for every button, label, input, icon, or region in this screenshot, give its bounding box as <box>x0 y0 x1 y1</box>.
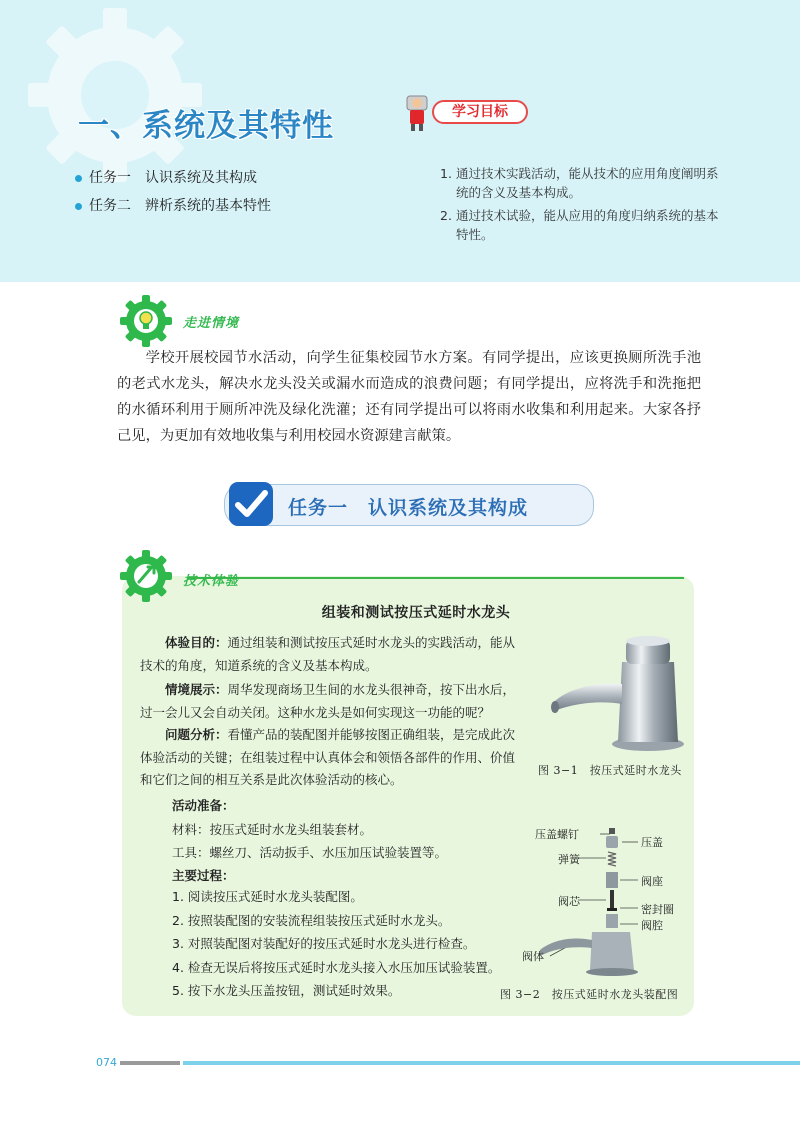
list-item <box>440 164 720 202</box>
list-item: 2. 按照装配图的安装流程组装按压式延时水龙头。 <box>172 912 451 928</box>
list-item <box>75 164 271 192</box>
bullet-icon <box>75 175 82 182</box>
process-label: 主要过程： <box>172 868 235 883</box>
part-label-valve-body: 阀体 <box>522 950 544 963</box>
faucet-photo <box>548 632 698 752</box>
learning-goals-label: 学习目标 <box>432 100 528 124</box>
process-steps <box>172 885 500 1003</box>
task-banner-title: 任务一 认识系统及其构成 <box>288 497 529 519</box>
page-number: 074 <box>96 1056 117 1069</box>
task-name: 辨析系统的基本特性 <box>145 198 271 214</box>
figure-3-2-caption: 图 3−2 按压式延时水龙头装配图 <box>500 988 679 1001</box>
purpose-label: 体验目的： <box>165 635 228 650</box>
task-label: 任务一 <box>89 170 131 186</box>
checkmark-icon <box>229 482 273 526</box>
list-item: 5. 按下水龙头压盖按钮，测试延时效果。 <box>172 983 401 998</box>
analysis-text: 看懂产品的装配图并能够按图正确组装，是完成此次体验活动的关键；在组装过程中认真体会和领悟各部件的作用、价值和它们之间的相互关系是此次体验活动的核心。 <box>140 727 516 787</box>
task-name: 认识系统及其构成 <box>145 170 257 186</box>
chapter-title: 一、系统及其特性 <box>78 108 334 144</box>
materials-text: 材料：按压式延时水龙头组装套材。 <box>172 822 373 837</box>
part-label-valve-cavity: 阀腔 <box>641 919 663 932</box>
task-banner <box>224 484 594 526</box>
list-item: 3. 对照装配图对装配好的按压式延时水龙头进行检查。 <box>172 936 476 951</box>
scene-text: 周华发现商场卫生间的水龙头很神奇，按下出水后，过一会儿又会自动关闭。这种水龙头是如何实现这一功能的呢？ <box>140 682 516 720</box>
footer-bar <box>183 1061 800 1065</box>
learning-goals-badge <box>404 92 534 132</box>
part-label-cap-screw: 压盖螺钉 <box>535 828 579 841</box>
section-label: 走进情境 <box>183 316 240 331</box>
goal-text: 通过技术试验，能从应用的角度归纳系统的基本特性。 <box>456 208 719 242</box>
chapter-task-list <box>75 164 271 220</box>
scene-paragraph <box>140 679 525 724</box>
section-label: 技术体验 <box>183 574 240 589</box>
part-label-cap: 压盖 <box>641 836 663 849</box>
gear-decoration-icon <box>20 0 210 190</box>
reader-figure-icon <box>404 92 432 132</box>
analysis-label: 问题分析： <box>165 727 228 742</box>
scene-label: 情境展示： <box>165 682 228 697</box>
goal-text: 通过技术实践活动，能从技术的应用角度阐明系统的含义及基本构成。 <box>456 166 719 200</box>
list-item <box>440 206 720 244</box>
part-label-seal-ring: 密封圈 <box>641 903 674 916</box>
purpose-text: 通过组装和测试按压式延时水龙头的实践活动，能从技术的角度，知道系统的含义及基本构成。 <box>140 635 516 673</box>
analysis-paragraph <box>140 724 525 792</box>
bullet-icon <box>75 203 82 210</box>
prep-label: 活动准备： <box>172 798 235 813</box>
learning-goals-list <box>440 164 720 248</box>
task-label: 任务二 <box>89 198 131 214</box>
list-item <box>75 192 271 220</box>
lightbulb-gear-icon <box>118 293 180 349</box>
part-label-valve-seat: 阀座 <box>641 875 663 888</box>
section-divider <box>188 577 684 579</box>
footer-bar <box>120 1061 180 1065</box>
goal-number: 1. <box>440 166 452 181</box>
part-label-spring: 弹簧 <box>558 853 580 866</box>
purpose-paragraph <box>140 632 525 677</box>
figure-3-1-caption: 图 3−1 按压式延时水龙头 <box>538 764 682 777</box>
goal-number: 2. <box>440 208 452 223</box>
list-item: 1. 阅读按压式延时水龙头装配图。 <box>172 889 363 904</box>
list-item: 4. 检查无误后将按压式延时水龙头接入水压加压试验装置。 <box>172 959 501 975</box>
tool-gear-icon <box>118 548 180 604</box>
intro-paragraph: 学校开展校园节水活动，向学生征集校园节水方案。有同学提出，应该更换厕所洗手池的老式水龙头，解决水龙头没关或漏水而造成的浪费问题；有同学提出，应将洗手和洗拖把的水循环利用于厕所冲洗及绿化洗灌；还有同学提出可以将雨水收集和利用起来。大家各抒己见，为更加有效地收集与利用校园水资源建言献策。 <box>117 350 701 444</box>
part-label-valve-core: 阀芯 <box>558 895 580 908</box>
experience-title: 组装和测试按压式延时水龙头 <box>321 605 511 621</box>
tools-text: 工具：螺丝刀、活动扳手、水压加压试验装置等。 <box>172 845 448 860</box>
